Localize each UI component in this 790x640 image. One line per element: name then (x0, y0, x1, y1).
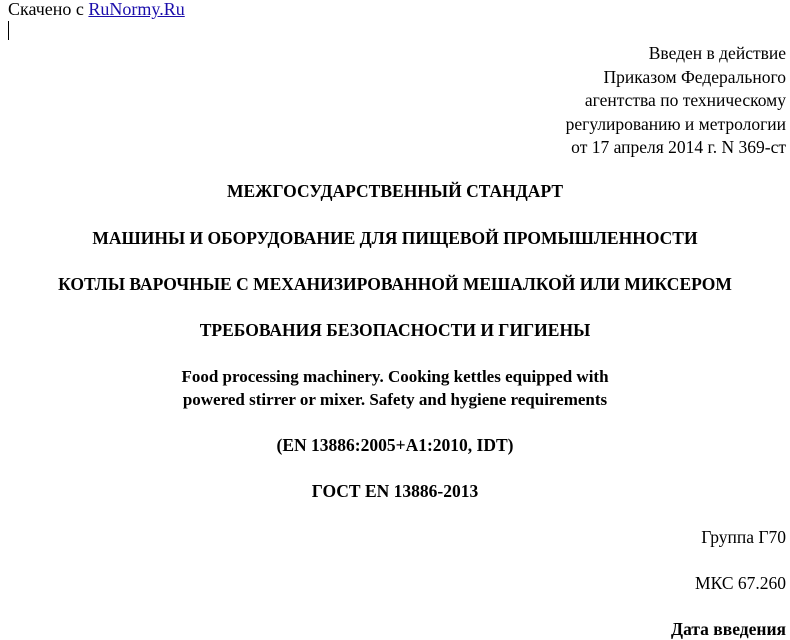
intro-line: Приказом Федерального (603, 66, 786, 87)
intro-line: агентства по техническому (584, 90, 786, 111)
mks-code: МКС 67.260 (695, 573, 786, 593)
intro-line: от 17 апреля 2014 г. N 369-ст (571, 137, 786, 158)
english-title-line: powered stirrer or mixer. Safety and hygiene requirements (182, 390, 608, 409)
source-line (8, 0, 185, 20)
english-title (0, 365, 790, 411)
classification-group: Группа Г70 (701, 527, 786, 547)
intro-line: регулированию и метрологии (565, 113, 786, 134)
standard-title-line-3: ТРЕБОВАНИЯ БЕЗОПАСНОСТИ И ГИГИЕНЫ (199, 320, 591, 340)
introduction-note (566, 42, 786, 160)
intro-line: Введен в действие (648, 43, 786, 63)
english-title-line: Food processing machinery. Cooking kettles equipped with (181, 367, 609, 386)
standard-type-heading: МЕЖГОСУДАРСТВЕННЫЙ СТАНДАРТ (226, 181, 564, 201)
text-cursor (8, 21, 9, 40)
standard-designation: ГОСТ EN 13886-2013 (311, 481, 479, 501)
source-link[interactable]: RuNormy.Ru (88, 0, 185, 19)
equivalence-note: (EN 13886:2005+A1:2010, IDT) (276, 435, 514, 455)
standard-title-line-2: КОТЛЫ ВАРОЧНЫЕ С МЕХАНИЗИРОВАННОЙ МЕШАЛКОЙ ИЛИ МИКСЕРОМ (58, 274, 732, 294)
intro-date-label: Дата введения (671, 619, 786, 639)
source-prefix: Скачено с (8, 0, 89, 19)
standard-title-line-1: МАШИНЫ И ОБОРУДОВАНИЕ ДЛЯ ПИЩЕВОЙ ПРОМЫШЛЕННОСТИ (92, 228, 698, 248)
